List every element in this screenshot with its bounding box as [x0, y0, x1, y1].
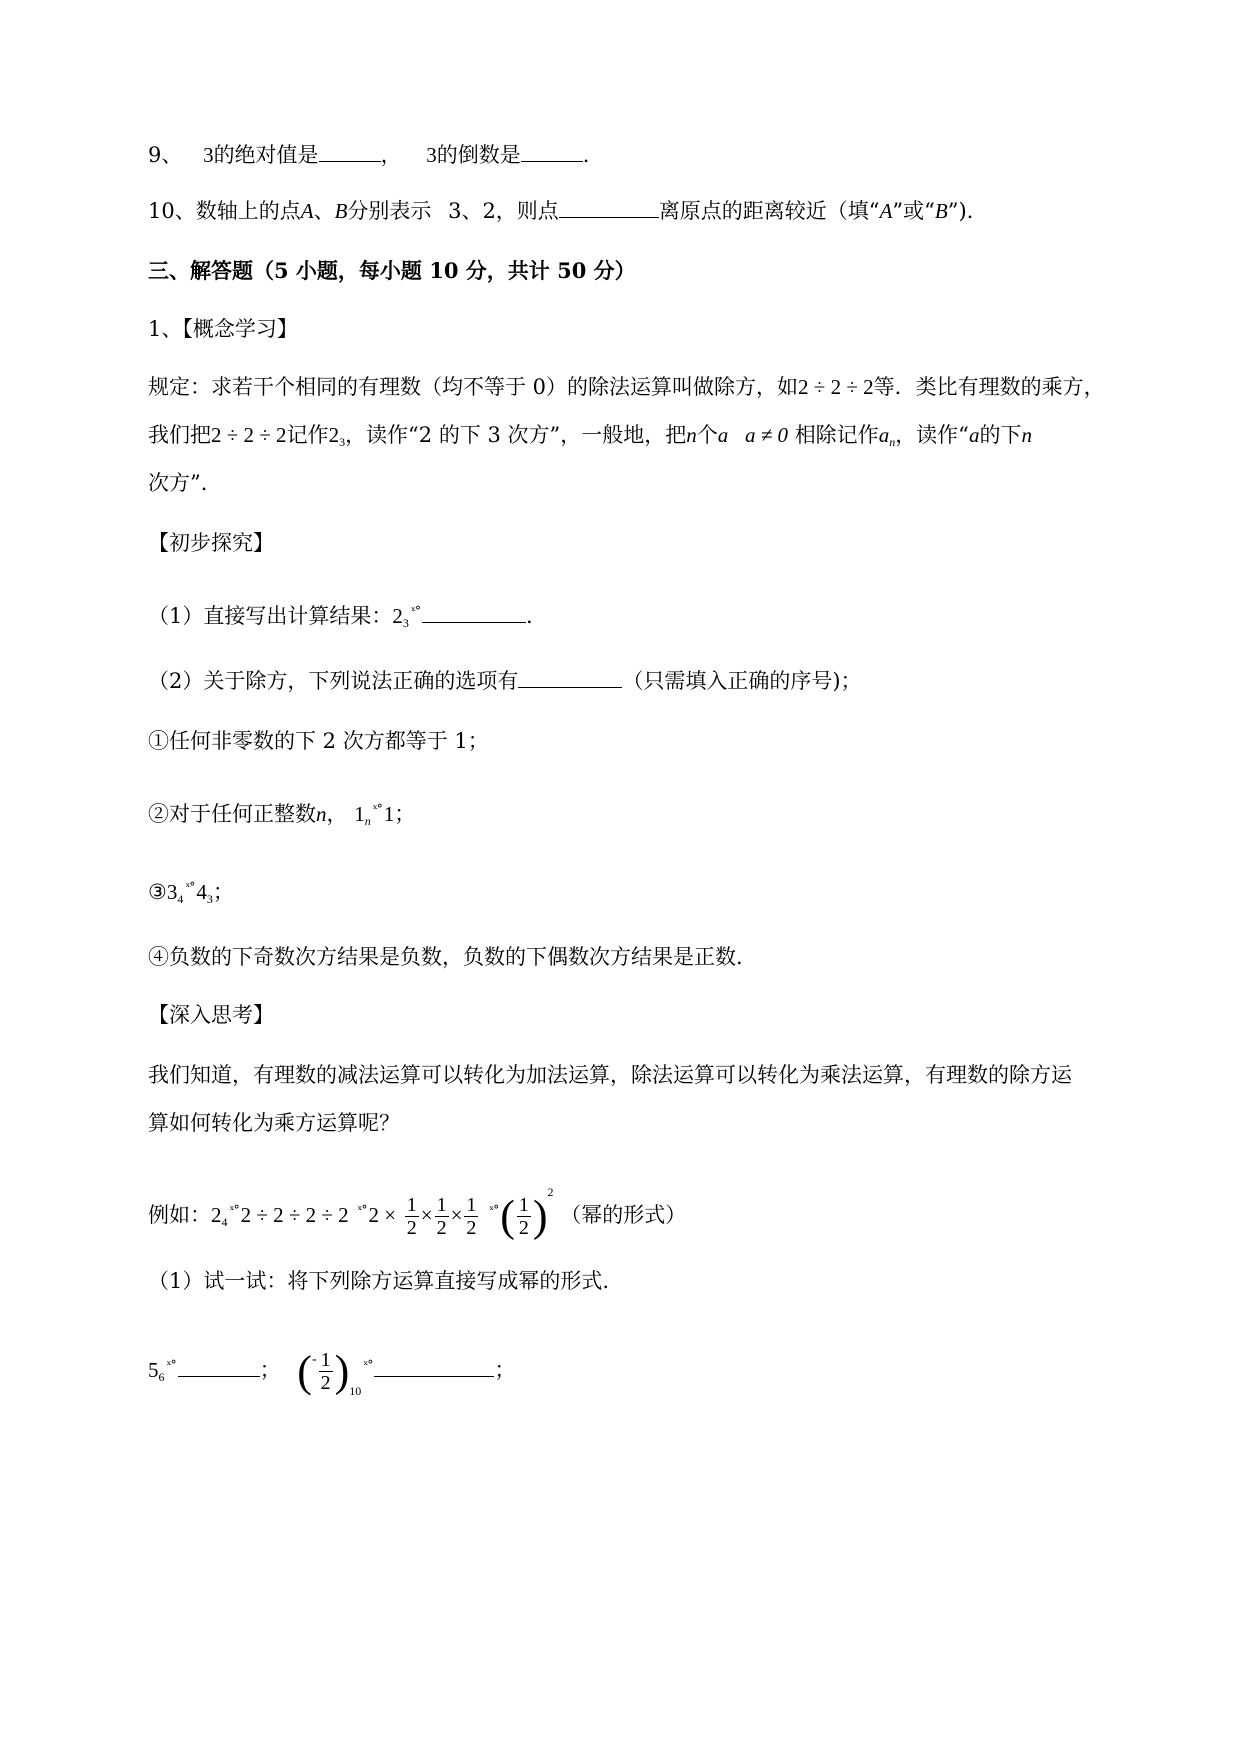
answer-blank[interactable] — [422, 602, 526, 623]
definition-line-1: 规定：求若干个相同的有理数（均不等于 0）的除法运算叫做除方，如2 ÷ 2 ÷ 2等．类比有理数的乘方， — [148, 375, 1105, 399]
question-10: 10、数轴上的点A、B分别表示 3、2，则点 离原点的距离较近（填“A”或“B”). — [148, 199, 974, 223]
definition-line-2: 我们把2 ÷ 2 ÷ 2记作$2_3$，读作“2 的下 3 次方”，一般地，把n个a a ≠ 0 相除记作$a_n$，读作“a的下n — [148, 423, 1032, 449]
definition-line-3: 次方”. — [148, 471, 208, 495]
try-instruction: （1）试一试：将下列除方运算直接写成幂的形式. — [148, 1269, 610, 1293]
explore-question-1: （1）直接写出计算结果：$2_3^{ˣ^\circ}$ . — [148, 604, 533, 630]
explore-question-2: （2）关于除方，下列说法正确的选项有 （只需填入正确的序号)； — [148, 669, 862, 693]
fraction: $\frac{1}{2}$ — [436, 1194, 447, 1239]
option-2: ②对于任何正整数n， $1_n^{ˣ^\circ}1$； — [148, 802, 416, 828]
fraction: $\frac{1}{2}$ — [320, 1349, 331, 1394]
example-line: 例如：$2_4^{ˣ^\circ}2 \div 2 \div 2 \div 2$ $^{ˣ^\circ}$2 × $\frac{1}{2}$ × $\frac{1}{2}$ × $\frac{1}{2}$ $^{ˣ^\circ}$( $\frac{1}{2}$ )$^2$ （幂的形式） — [148, 1185, 687, 1241]
fraction: $\frac{1}{2}$ — [406, 1194, 417, 1239]
option-4: ④负数的下奇数次方结果是负数，负数的下偶数次方结果是正数. — [148, 945, 743, 969]
deep-line-2: 算如何转化为乘方运算呢？ — [148, 1111, 400, 1135]
deep-line-1: 我们知道，有理数的减法运算可以转化为加法运算，除法运算可以转化为乘法运算，有理数的除方运 — [148, 1063, 1072, 1087]
right-paren: ) — [532, 1191, 548, 1241]
answer-blank[interactable] — [319, 141, 381, 162]
answer-blank[interactable] — [518, 667, 622, 688]
answer-blank[interactable] — [521, 141, 583, 162]
option-3: $③3_4^{ˣ^\circ}4_3$； — [148, 880, 234, 906]
explore-title: 【初步探究】 — [148, 531, 274, 555]
answer-blank[interactable] — [178, 1356, 260, 1377]
try-items: $5_6^{ˣ^\circ}$ ； (- $\frac{1}{2}$ )$_{10}^{ˣ^\circ}$ ； — [148, 1346, 516, 1398]
deep-title: 【深入思考】 — [148, 1003, 274, 1027]
problem-title: 1、【概念学习】 — [148, 317, 298, 341]
right-paren: ) — [334, 1346, 350, 1396]
fraction: $\frac{1}{2}$ — [466, 1194, 477, 1239]
option-1: ①任何非零数的下 2 次方都等于 1； — [148, 729, 489, 753]
fraction: $\frac{1}{2}$ — [518, 1194, 529, 1239]
answer-blank[interactable] — [374, 1356, 494, 1377]
left-paren: ( — [297, 1346, 312, 1396]
section-heading: 三、解答题（5 小题，每小题 10 分，共计 50 分） — [148, 258, 636, 283]
question-9: 9、 3的绝对值是 ， 3的倒数是 . — [148, 143, 590, 167]
left-paren: ( — [500, 1191, 515, 1241]
answer-blank[interactable] — [559, 197, 659, 218]
